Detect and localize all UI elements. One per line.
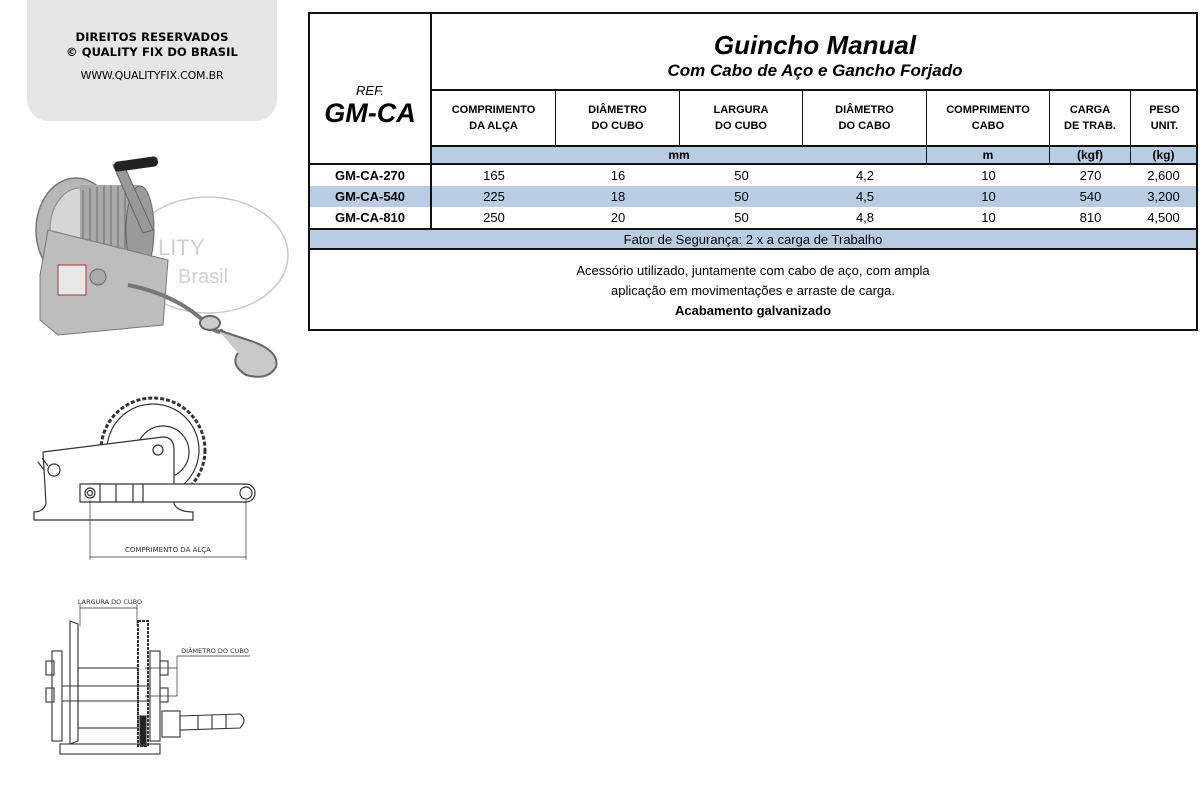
- header-carga-trabalho: CARGA DE TRAB.: [1050, 91, 1131, 147]
- cell-diametro-cubo: 16: [610, 168, 626, 183]
- front-dimension-drawing: [40, 596, 262, 761]
- ref-label: REF.: [356, 83, 384, 98]
- cell-largura-cubo: 50: [734, 168, 749, 183]
- cell-peso-unit: 3,200: [1147, 189, 1180, 204]
- largura-cubo-label: LARGURA DO CUBO: [77, 598, 143, 606]
- cell-peso-unit: 4,500: [1147, 210, 1180, 225]
- cell-diametro-cabo: 4,2: [855, 168, 875, 183]
- cell-comprimento-alca: 165: [483, 168, 505, 183]
- unit-kgf: (kgf): [1050, 147, 1131, 165]
- header-peso-unit: PESO UNIT.: [1131, 91, 1198, 147]
- svg-text:LITY: LITY: [158, 235, 205, 260]
- header-diametro-cubo: DIÂMETRO DO CUBO: [556, 91, 680, 147]
- copyright-line-2: © QUALITY FIX DO BRASIL: [66, 45, 238, 59]
- cell-comprimento-cabo: 10: [981, 168, 996, 183]
- comprimento-alca-label: COMPRIMENTO DA ALÇA: [125, 546, 211, 554]
- safety-factor-row: Fator de Segurança: 2 x a carga de Trabalho: [310, 228, 1196, 250]
- website-text: WWW.QUALITYFIX.COM.BR: [80, 69, 224, 82]
- ref-code: GM-CA: [324, 98, 416, 128]
- table-row: [310, 186, 1196, 207]
- cell-largura-cubo: 50: [734, 189, 749, 204]
- cell-carga-trabalho: 270: [1079, 168, 1102, 183]
- unit-mm: mm: [432, 147, 927, 165]
- row-ref: GM-CA-540: [310, 186, 432, 207]
- diametro-cubo-label: DIÂMETRO DO CUBO: [181, 647, 249, 655]
- unit-kg: (kg): [1131, 147, 1196, 165]
- side-dimension-drawing: [28, 392, 268, 564]
- copyright-line-1: DIREITOS RESERVADOS: [75, 30, 229, 44]
- cell-comprimento-alca: 225: [483, 189, 505, 204]
- cell-comprimento-cabo: 10: [981, 210, 996, 225]
- description-cell: [310, 250, 1196, 329]
- header-largura-cubo: LARGURA DO CUBO: [680, 91, 803, 147]
- product-subtitle: Com Cabo de Aço e Gancho Forjado: [667, 60, 963, 80]
- unit-m: m: [927, 147, 1050, 165]
- svg-text:Brasil: Brasil: [178, 266, 229, 288]
- header-comprimento-cabo: COMPRIMENTO CABO: [927, 91, 1050, 147]
- finish-text: Acabamento galvanizado: [674, 303, 832, 318]
- spec-table: [308, 12, 1198, 331]
- cell-diametro-cabo: 4,8: [855, 210, 875, 225]
- copyright-box: [27, 0, 277, 121]
- table-row: [310, 207, 1196, 228]
- winch-product-photo: [18, 155, 290, 383]
- header-comprimento-alca: COMPRIMENTO DA ALÇA: [432, 91, 556, 147]
- ref-cell: [310, 14, 432, 165]
- cell-comprimento-alca: 250: [483, 210, 505, 225]
- title-cell: [432, 14, 1198, 91]
- description-line-2: aplicação em movimentações e arraste de carga.: [611, 283, 895, 298]
- cell-carga-trabalho: 540: [1079, 189, 1102, 204]
- header-diametro-cabo: DIÂMETRO DO CABO: [803, 91, 927, 147]
- row-ref: GM-CA-270: [310, 165, 432, 186]
- cell-carga-trabalho: 810: [1079, 210, 1102, 225]
- cell-largura-cubo: 50: [734, 210, 749, 225]
- description-line-1: Acessório utilizado, juntamente com cabo de aço, com ampla: [576, 263, 930, 278]
- product-title: Guincho Manual: [713, 29, 917, 60]
- cell-diametro-cabo: 4,5: [855, 189, 875, 204]
- cell-peso-unit: 2,600: [1147, 168, 1180, 183]
- row-ref: GM-CA-810: [310, 207, 432, 228]
- cell-comprimento-cabo: 10: [981, 189, 996, 204]
- cell-diametro-cubo: 18: [610, 189, 626, 204]
- table-row: [310, 165, 1196, 186]
- cell-diametro-cubo: 20: [610, 210, 626, 225]
